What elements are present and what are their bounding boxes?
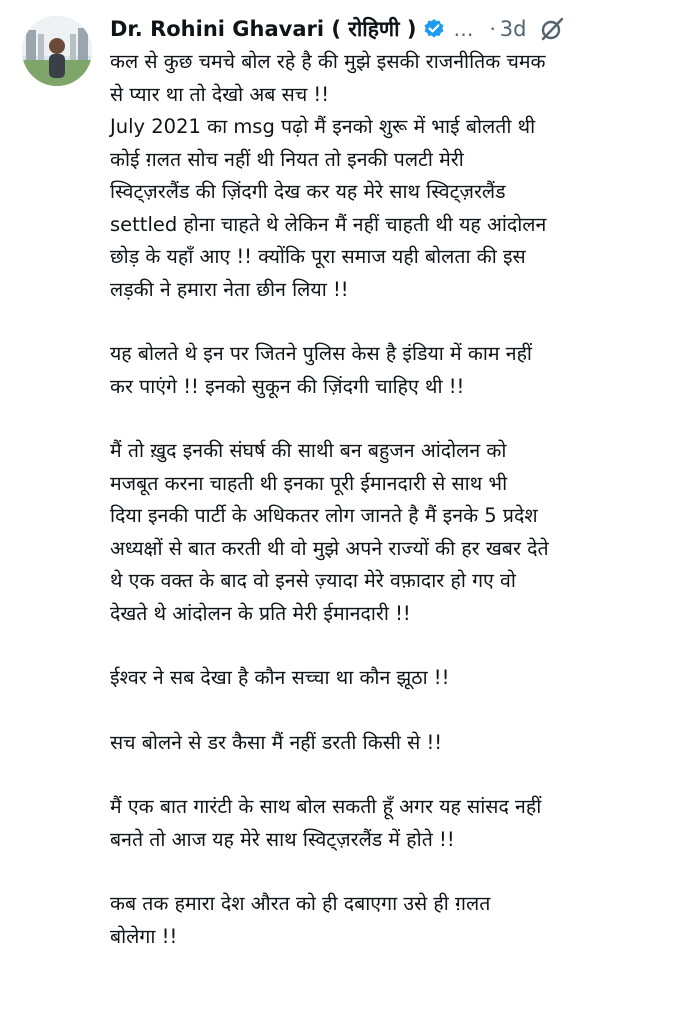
post-header (110, 14, 671, 44)
grok-icon[interactable] (539, 16, 565, 42)
post-paragraph: ईश्वर ने सब देखा है कौन सच्चा था कौन झूठा !! (110, 666, 450, 689)
time-separator: · (489, 17, 496, 41)
name-truncation: … (453, 17, 474, 41)
author-name[interactable]: Dr. Rohini Ghavari ( रोहिणी ) (110, 17, 417, 41)
verified-badge-icon (423, 18, 445, 40)
post-paragraph: कल से कुछ चमचे बोल रहे है की मुझे इसकी राजनीतिक चमक से प्यार था तो देखो अब सच !! July 2021 का msg पढ़ो मैं इनको शुरू में भाई बोलती थी कोई ग़लत सोच नहीं थी नियत तो इनकी पलटी मेरी स्विट्ज़रलैंड की ज़िंदगी देख कर यह मेरे साथ स्विट्ज़रलैंड settled होना चाहते थे लेकिन मैं नहीं चाहती थी यह आंदोलन छोड़ के यहाँ आए !! क्योंकि पूरा समाज यही बोलता की इस लड़की ने हमारा नेता छीन लिया !! (110, 50, 547, 301)
post-paragraph: यह बोलते थे इन पर जितने पुलिस केस है इंडिया में काम नहीं कर पाएंगे !! इनको सुकून की ज़िंदगी चाहिए थी !! (110, 342, 532, 398)
avatar[interactable] (22, 16, 92, 86)
post-paragraph: सच बोलने से डर कैसा मैं नहीं डरती किसी से !! (110, 730, 443, 754)
post-timestamp[interactable]: 3d (499, 17, 527, 41)
post-body (110, 46, 675, 985)
post-paragraph: मैं तो ख़ुद इनकी संघर्ष की साथी बन बहुजन आंदोलन को मजबूत करना चाहती थी इनका पूरी ईमानदारी से साथ भी दिया इनकी पार्टी के अधिकतर लोग जानते है मैं इनके 5 प्रदेश अध्यक्षों से बात करती थी वो मुझे अपने राज्यों की हर खबर देते थे एक वक्त के बाद वो इनसे ज़्यादा मेरे वफ़ादार हो गए वो देखते थे आंदोलन के प्रति मेरी ईमानदारी !! (110, 439, 549, 625)
post-paragraph: मैं एक बात गारंटी के साथ बोल सकती हूँ अगर यह सांसद नहीं बनते तो आज यह मेरे साथ स्विट्ज़रलैंड में होते !! (110, 795, 542, 851)
profile-photo (22, 16, 92, 86)
post-paragraph: कब तक हमारा देश औरत को ही दबाएगा उसे ही ग़लत बोलेगा !! (110, 892, 491, 948)
